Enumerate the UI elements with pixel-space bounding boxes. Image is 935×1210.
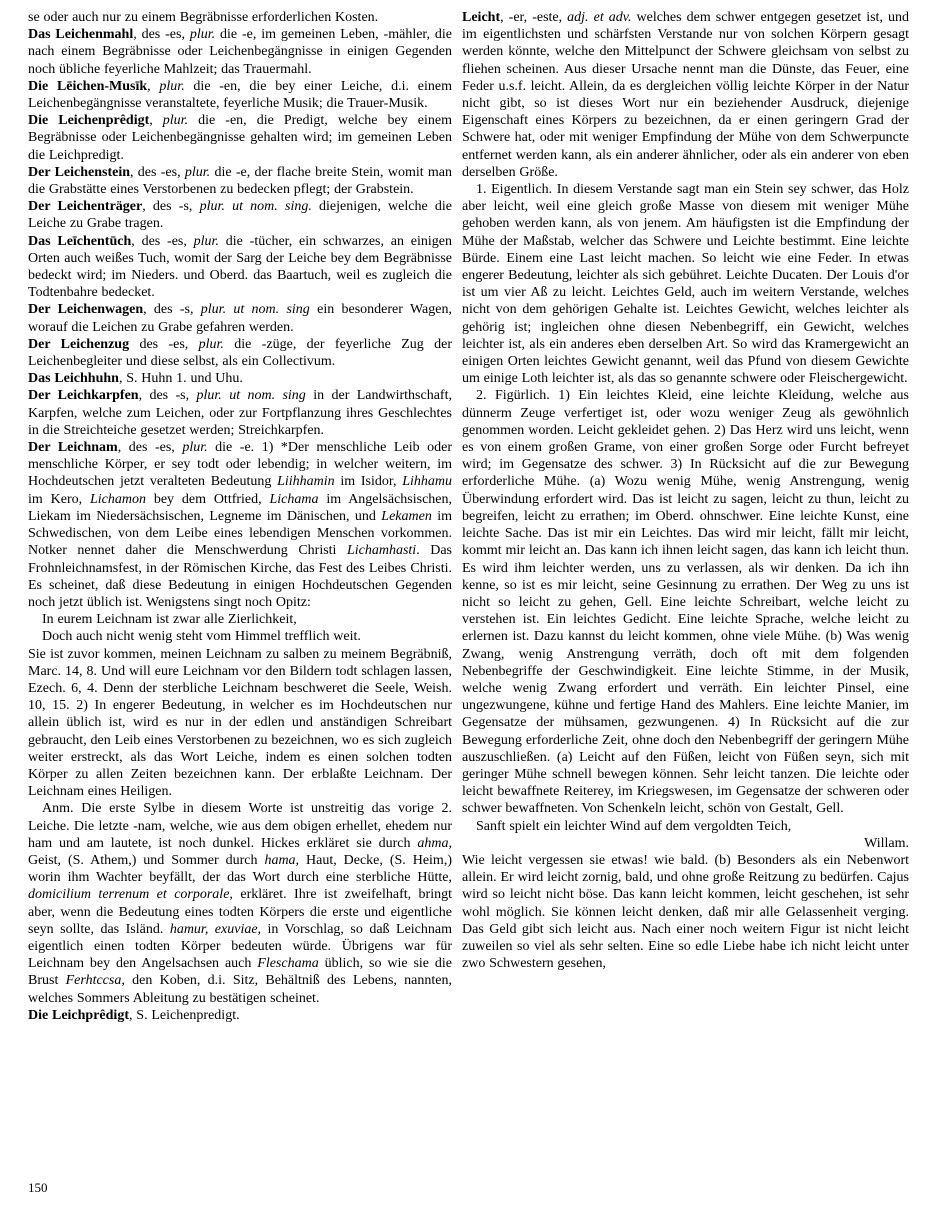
body-text: die -e, der flache breite Stein, womit man die Grabstätte eines Verstorbenen zu bedecken pflegt; der Grabstein. bbox=[28, 164, 452, 198]
headword: Der Leichenwagen bbox=[28, 302, 144, 318]
paragraph bbox=[42, 628, 452, 645]
body-text: Sie ist zuvor kommen, meinen Leichnam zu salben zu meinem Begräbniß, Marc. 14, 8. Und will eure Leichnam vor den Bildern todt schlagen lassen, Ezech. 6, 4. Denn der sterbliche Leichnam beschweret die Seele, Weish. 10, 15. 2) In engerer Bedeutung, in welcher es im Hochdeutschen nur allein üblich ist, wird es nur in der edlen und anständigen Schreibart gebraucht, den Leib eines Verstorbenen zu bezeichnen, wo es sich zugleich weiter erstreckt, als das Wort Leiche, indem es einen solchen todten Körper zu allen Zeiten bezeichnen kann. Der erblaßte Leichnam. Der Leichnam eines Heiligen. bbox=[28, 646, 452, 800]
body-text: , des -es, bbox=[131, 233, 194, 249]
italic-term: Lichamon bbox=[89, 491, 146, 507]
body-text: 2. Figürlich. 1) Ein leichtes Kleid, eine leichte Kleidung, welche aus dünnerm Zeuge verfertiget ist, oder wozu weniger Zeug als gewöhnlich genommen worden. Leicht gekleidet gehen. 2) Das Herz wird uns leicht, wenn es von einem großen Grame, von einer großen Sorge oder Furcht befreyet wird; im Gegensatze des schwer. 3) In Rücksicht auf die zur Bewegung erforderliche Mühe. (a) Wozu wenig Mühe, wenig Anstrengung, wenig Überwindung erfordert wird. Das ist leicht zu sagen, leicht zu thun, leicht zu begreifen, leicht zu errathen; im Oberd. ohnschwer. Eine leichte Kunst, eine leichte Sache. Das ist mir ein Leichtes. Das wird mir leicht, fällt mir leicht, kommt mir leicht an. Das kann ich ihnen leicht sagen, das kann ich leicht thun. Es wird ihm leichter werden, uns zu verlassen, als wir denken. Da ich ihn kenne, so ist es mir leicht, seine Gesinnung zu errathen. Der Weg zu uns ist nicht so leicht zu gehen, Gell. Eine leichte Schreibart, welche leicht zu verstehen ist. Ein leichtes Gedicht. Eine leichte Sprache, welche leicht zu erlernen ist. Dazu kannst du leicht kommen, ohne viele Mühe. (b) Was wenig Zwang, wenig Anstrengung verräth, doch oft mit dem folgenden Nebenbegriffe der Geschwindigkeit. Eine leichte Stimme, in der Musik, welche wenig Zwang erfordert und verräth. Ein leichter Pinsel, eine ungezwungene, kühne und fertige Hand des Mahlers. Eine leichte Manier, im Gegensatze der mühsamen, gezwungenen. 4) In Rücksicht auf die zur Bewegung erforderliche Zeit, ohne doch den Nebenbegriff der geringern Mühe auszuschließen. (a) Leicht auf den Füßen, leicht von Füßen seyn, sich mit geringer Mühe schnell bewegen können. Sehr leicht tanzen. Die leichte oder leicht bewaffnete Reiterey, im Kriegswesen, im Gegensatze der schweren oder schwer bewaffneten. Von Schenkeln leicht, schön von Gestalt, Gell. bbox=[462, 388, 909, 817]
italic-term: plur. ut nom. sing. bbox=[199, 199, 312, 215]
body-text: Haut, Decke, (S. Heim,) worin ihm Wachter beyfällt, der das Wort durch eine sterbliche Hütte, bbox=[28, 852, 452, 886]
italic-term: ahma, bbox=[417, 835, 452, 851]
body-text: , des -es, bbox=[130, 164, 185, 180]
paragraph bbox=[462, 835, 909, 852]
body-text: In eurem Leichnam ist zwar alle Zierlichkeit, bbox=[42, 612, 297, 628]
left-column bbox=[28, 9, 452, 1024]
headword: Der Leichenzug bbox=[28, 336, 130, 352]
body-text: , S. Huhn 1. und Uhu. bbox=[118, 371, 243, 387]
italic-term: plur. bbox=[182, 440, 208, 456]
dictionary-entry bbox=[28, 26, 452, 78]
body-text: , bbox=[147, 78, 160, 94]
paragraph bbox=[42, 611, 452, 628]
italic-term: plur. bbox=[193, 233, 219, 249]
body-text: Sanft spielt ein leichter Wind auf dem vergoldten Teich, bbox=[476, 818, 792, 834]
paragraph bbox=[476, 818, 909, 835]
paragraph bbox=[462, 181, 909, 387]
body-text: die -tücher, ein schwarzes, an einigen Orten auch weißes Tuch, womit der Sarg der Leiche bey dem Begräbnisse bedeckt wird; im Nieders. und Oberd. das Baartuch, weil es zugleich die Todtenbahre bedecket. bbox=[28, 233, 453, 301]
headword: Das Leichenmahl bbox=[28, 27, 134, 43]
body-text: , des -s, bbox=[138, 388, 197, 404]
dictionary-entry bbox=[28, 164, 452, 198]
paragraph bbox=[28, 646, 452, 801]
headword: Das Leichhuhn bbox=[28, 371, 119, 387]
italic-term: Lekamen bbox=[381, 508, 432, 524]
italic-term: plur. bbox=[184, 164, 211, 180]
body-text: welches dem schwer entgegen gesetzet ist, und im eigentlichsten und schärfsten Verstande nur von solchen Körpern gesagt werden könnte, welche den Mittelpunct der Schwere gleichsam von selbst zu fliehen scheinen. Aus dieser Ursache nennt man die Dünste, das Feuer, eine Feder u.s.f. leicht. Allein, da es dergleichen völlig leichte Körper in der Natur nicht gibt, so ist dieses Wort nur ein beziehender Ausdruck, diejenige Eigenschaft eines Körpers zu bezeichnen, da er einen geringern Grad der Schwere hat, oder mit weniger Empfindung der Mühe von dem Schwerpuncte entfernet werden kann, als ein anderer ähnlicher, oder als ein anderer von eben derselben Größe. bbox=[462, 10, 909, 180]
dictionary-entry bbox=[28, 439, 452, 611]
paragraph bbox=[28, 9, 452, 26]
dictionary-entry bbox=[28, 301, 452, 335]
body-text: 1. Eigentlich. In diesem Verstande sagt man ein Stein sey schwer, das Holz aber leicht, weil eine gleich große Masse von diesem mit weniger Mühe gehoben werden kann, als von jenem. Am häufigsten ist die Empfindung der Mühe der Maßstab, welcher das Schwere und Leichte bestimmt. Eine leichte Bürde. Einem eine Last leicht machen. So leicht wie eine Feder. In etwas engerer Bedeutung, leichter als sich gebühret. Leichte Ducaten. Der Louis d'or ist um vier Aß zu leicht. Leichtes Geld, auch im weitern Verstande, welches nicht von dem gehörigen Gehalte ist. Leichtes Gewicht, welches leichter als gehörig ist; ingleichen ohne diesen Nebenbegriff, ein Gewicht, welches leichter ist, als ein anderes eben derselben Art. So wird das Kramergewicht an einigen Orten leichtes Gewicht genannt, weil das Pfund von diesem Gewichte um einige Loth leichter ist, als das so genannte schwere oder Fleischergewicht. bbox=[462, 182, 909, 387]
body-text: , -er, -este, bbox=[500, 10, 568, 25]
paragraph bbox=[462, 387, 909, 817]
italic-term: plur. bbox=[189, 27, 216, 43]
italic-term: Lihhamu bbox=[402, 474, 452, 490]
headword: Der Leichnam bbox=[28, 440, 118, 456]
headword: Die Leichprêdigt bbox=[28, 1007, 129, 1023]
body-text: se oder auch nur zu einem Begräbnisse erforderlichen Kosten. bbox=[28, 10, 379, 25]
body-text: im Angelsächsischen, Liekam im Niedersächsischen, Legneme im Dänischen, und bbox=[28, 491, 453, 524]
headword: Der Leichenträger bbox=[28, 199, 143, 215]
body-text: Doch auch nicht wenig steht vom Himmel trefflich weit. bbox=[42, 629, 361, 645]
italic-term: plur. bbox=[159, 78, 185, 94]
dictionary-entry bbox=[462, 9, 909, 181]
body-text: im Isidor, bbox=[334, 474, 403, 490]
body-text: des -es, bbox=[129, 336, 199, 352]
italic-term: Fleschama bbox=[257, 956, 319, 972]
body-text: die -en, die Predigt, welche bey einem Begräbnisse oder Leichenbegängnisse gehalten wird; im gemeinen Leben die Leichpredigt. bbox=[28, 113, 452, 163]
italic-term: plur. ut nom. sing bbox=[200, 302, 310, 318]
body-text: , S. Leichenpredigt. bbox=[129, 1007, 240, 1023]
dictionary-entry bbox=[28, 233, 452, 302]
italic-term: hama, bbox=[264, 852, 300, 868]
body-text: den Koben, d.i. Sitz, Behältniß des Lebens, nannten, welches Sommers Ableitung zu bestätigen scheinet. bbox=[28, 973, 452, 1006]
body-text: in der Landwirthschaft, Karpfen, welche zum Leichen, oder zur Fortpflanzung ihres Geschlechtes in die Streichteiche gesetzet werden; Streichkarpfen. bbox=[28, 388, 452, 438]
italic-term: domicilium terrenum et corporale, bbox=[28, 887, 233, 903]
paragraph bbox=[28, 800, 452, 1006]
body-text: bey dem Ottfried, bbox=[145, 491, 270, 507]
headword: Der Leichkarpfen bbox=[28, 388, 139, 404]
italic-term: plur. bbox=[162, 113, 189, 129]
dictionary-entry bbox=[28, 112, 452, 164]
headword: Die Lēichen-Musīk bbox=[28, 78, 148, 94]
body-text: im Kero, bbox=[28, 491, 90, 507]
paragraph bbox=[462, 852, 909, 972]
body-text: Willam. bbox=[864, 835, 909, 851]
body-text: . Das Frohnleichnamsfest, in der Römischen Kirche, das Fest des Leibes Christi. Es scheinet, daß diese Bedeutung in einigen Hochdeutschen Gegenden noch jetzt üblich ist. Wenigstens singt noch Opitz: bbox=[28, 543, 452, 610]
body-text: , des -es, bbox=[133, 27, 190, 43]
body-text: , des -s, bbox=[142, 199, 200, 215]
headword: Die Leichenprêdigt bbox=[28, 113, 150, 129]
italic-term: Lichama bbox=[269, 491, 319, 507]
body-text: , des -es, bbox=[117, 440, 183, 456]
body-text: Geist, (S. Athem,) und Sommer durch bbox=[28, 852, 265, 868]
dictionary-entry bbox=[28, 78, 452, 112]
body-text: die -en, die bey einer Leiche, d.i. einem Leichenbegängnisse veranstaltete, feyerliche Musik; die Trauer-Musik. bbox=[28, 78, 452, 112]
headword: Das Leīchentūch bbox=[28, 233, 132, 249]
headword: Leicht bbox=[462, 10, 501, 25]
dictionary-entry bbox=[28, 336, 452, 370]
italic-term: Lichamhasti bbox=[346, 543, 417, 559]
italic-term: plur. bbox=[198, 336, 224, 352]
italic-term: hamur, exuviae, bbox=[169, 921, 262, 937]
body-text: in Vorschlag, so daß Leichnam eigentlich einen todten Körper bedeuten würde. Übrigens war für Leichnam bey den Angelsachsen auch bbox=[28, 921, 452, 972]
page-number: 150 bbox=[28, 1180, 48, 1195]
body-text: im Schwedischen, von dem Leibe eines lebendigen Menschen vorkommen. Notker nennet daher die Menschwerdung Christi bbox=[28, 508, 452, 559]
dictionary-entry bbox=[28, 198, 452, 232]
body-text: , des -s, bbox=[143, 302, 201, 318]
dictionary-entry bbox=[28, 370, 452, 387]
italic-term: Ferhtccsa, bbox=[65, 973, 125, 989]
body-text: die -e, im gemeinen Leben, -mähler, die nach einem Begräbnisse oder Leichenbegängnisse in einigen Gegenden noch übliche feyerliche Mahlzeit; das Trauermahl. bbox=[28, 27, 453, 77]
body-text: , bbox=[149, 113, 163, 129]
italic-term: Liihhamin bbox=[277, 474, 335, 490]
text-columns bbox=[28, 9, 909, 1024]
body-text: Anm. Die erste Sylbe in diesem Worte ist unstreitig das vorige 2. Leiche. Die letzte -nam, welche, wie aus dem obigen erhellet, ehedem nur ham und am lautete, ist noch dunkel. Hickes erkläret sie durch bbox=[28, 801, 452, 851]
body-text: üblich, so wie sie die Brust bbox=[28, 956, 452, 989]
italic-term: adj. et adv. bbox=[567, 10, 632, 25]
body-text: diejenigen, welche die Leiche zu Grabe tragen. bbox=[28, 199, 452, 232]
body-text: ein besonderer Wagen, worauf die Leichen zu Grabe gefahren werden. bbox=[28, 302, 452, 335]
dictionary-entry bbox=[28, 1007, 452, 1024]
right-column bbox=[462, 9, 909, 972]
dictionary-entry bbox=[28, 387, 452, 439]
italic-term: plur. ut nom. sing bbox=[196, 388, 306, 404]
body-text: die -e. 1) *Der menschliche Leib oder menschliche Körper, er sey todt oder lebendig; in welcher weitern, im Hochdeutschen jetzt veralteten Bedeutung bbox=[28, 440, 452, 490]
headword: Der Leichenstein bbox=[28, 164, 131, 180]
body-text: die -züge, der feyerliche Zug der Leichenbegleiter und diese selbst, als ein Collectivum. bbox=[28, 336, 453, 370]
body-text: erkläret. Ihre ist zweifelhaft, bringt aber, wenn die Bedeutung eines todten Körpers die erste und eigentliche seyn sollte, das Isländ. bbox=[28, 887, 452, 937]
body-text: Wie leicht vergessen sie etwas! wie bald. (b) Besonders als ein Nebenwort allein. Er wird leicht zornig, bald, und ohne große Reitzung zu bedürfen. Cajus wird so leicht nicht böse. Das kann leicht kommen, leicht geschehen, ist sehr wohl möglich. Sie können leicht denken, daß mir alle Gelassenheit verging. Das Geld gibt sich leicht aus. Nach einer noch weitern Figur ist nicht leicht zuweilen so viel als sehr selten. Eine so edle Liebe habe ich nicht leicht unter zwo Schwestern gesehen, bbox=[462, 852, 909, 972]
